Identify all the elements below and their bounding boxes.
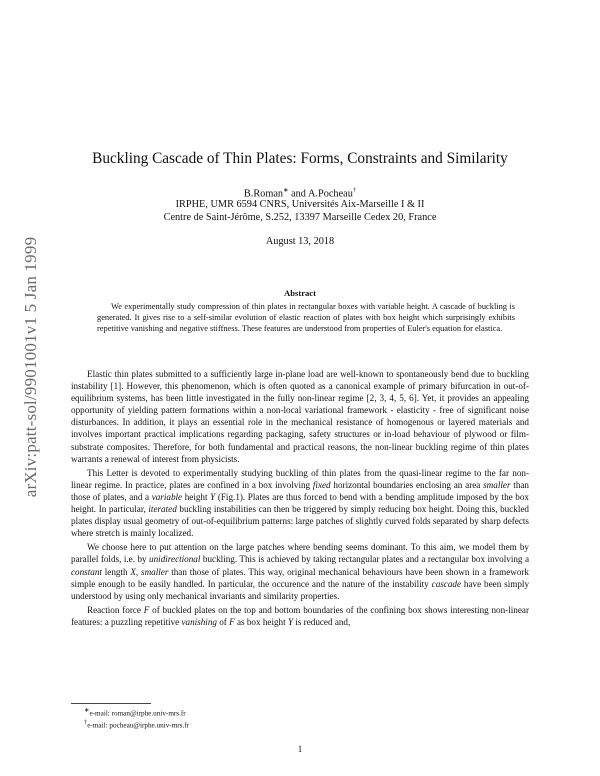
paragraph-4: Reaction force F of buckled plates on the top and bottom boundaries of the confining box shows interesting non-linear features: a puzzling repetitive vanishing of F as box height Y is reduced and,: [71, 604, 529, 627]
footnote-rule: [71, 703, 151, 704]
paragraph-1: Elastic thin plates submitted to a sufficiently large in-plane load are well-known to spontaneously bend due to buckling instability [1]. However, this phenomenon, which is often quoted as a canonical example of primary bifurcation in out-of-equilibrium systems, has been little investigated in the fully non-linear regime [2, 3, 4, 5, 6]. Yet, it provides an appealing opportunity of yielding pattern formations within a non-local variational framework - elasticity - free of significant noise disturbances. In addition, it plays an essential role in the mechanical resistance of homogenous or layered materials and involves important practical implications regarding packaging, safety structures or in-load behaviour of plywood or film-substrate composites. Therefore, for both fundamental and practical reasons, the non-linear buckling regime of thin plates warrants a renewal of interest from physicists.: [71, 369, 529, 464]
footnotes: [84, 706, 189, 731]
paragraph-3: We choose here to put attention on the large patches where bending seems dominant. To this aim, we model them by parallel folds, i.e. by unidirectional buckling. This is achieved by taking rectangular plates and a rectangular box involving a constant length X, smaller than those of plates. This way, original mechanical behaviours have been shown in a framework simple enough to be easily handled. In particular, the occurence and the nature of the instability cascade have been simply understood by using only mechanical invariants and similarity properties.: [71, 542, 530, 601]
authors: [60, 186, 540, 199]
author-mark-2: †: [352, 187, 357, 194]
author-mark-1: ∗: [283, 187, 289, 194]
abstract-heading: Abstract: [284, 288, 316, 298]
author-roman: B.Roman: [243, 188, 284, 200]
author-pocheau: A.Pocheau: [307, 188, 353, 200]
footnote-1: ∗e-mail: roman@irphe.univ-mrs.fr: [84, 707, 186, 718]
affiliation-line-2: Centre de Saint-Jérôme, S.252, 13397 Marseille Cedex 20, France: [163, 212, 437, 223]
body-text: [71, 368, 529, 630]
page-number: 1: [297, 744, 303, 754]
arxiv-identifier: arXiv:patt-sol/9901001v1 5 Jan 1999: [21, 236, 40, 498]
paper-date: August 13, 2018: [265, 236, 335, 247]
affiliation-line-1: IRPHE, UMR 6594 CNRS, Universités Aix-Marseille I & II: [175, 199, 425, 210]
paragraph-2: This Letter is devoted to experimentally studying buckling of thin plates from the quasi-linear regime to the far non-linear regime. In practice, plates are confined in a box involving fixed horizontal boundaries enclosing an area smaller than those of plates, and a variable height Y (Fig.1). Plates are thus forced to bend with a bending amplitude imposed by the box height. In particular, iterated buckling instabilities can then be triggered by simply reducing box height. Doing this, buckled plates display usual geometry of out-of-equilibrium patterns: large patches of slightly curved folds separated by sharp defects where stretch is mainly localized.: [71, 467, 529, 539]
footnote-2-email: e-mail: pocheau@irphe.univ-mrs.fr: [87, 721, 190, 730]
footnote-1-email: e-mail: roman@irphe.univ-mrs.fr: [89, 709, 186, 718]
authors-and: and: [288, 188, 308, 200]
abstract-text: We experimentally study compression of thin plates in rectangular boxes with variable height. A cascade of buckling is generated. It gives rise to a self-similar evolution of elastic reaction of plates with box height which surprisingly exhibits repetitive vanishing and negative stiffness. These features are understood from properties of Euler's equation for elastica.: [97, 302, 515, 334]
footnote-2: †e-mail: pocheau@irphe.univ-mrs.fr: [84, 719, 190, 730]
paper-title: Buckling Cascade of Thin Plates: Forms, Constraints and Similarity: [92, 150, 508, 167]
